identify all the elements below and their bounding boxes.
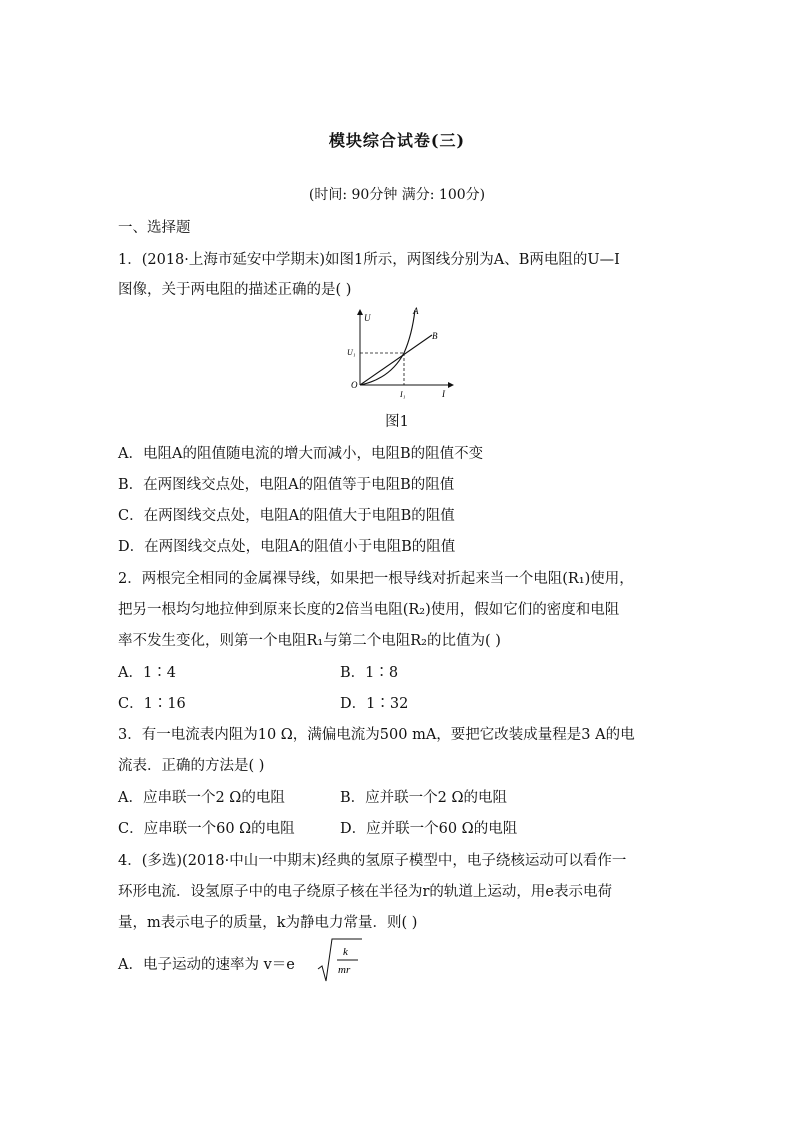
curve-b-label: B [432, 331, 438, 341]
q3-option-a: A．应串联一个2 Ω的电阻 [118, 790, 285, 806]
q2-line1: 2．两根完全相同的金属裸导线，如果把一根导线对折起来当一个电阻(R₁)使用， [118, 571, 634, 587]
u1-label: U₁ [347, 348, 356, 357]
q3-option-b: B．应并联一个2 Ω的电阻 [340, 790, 508, 806]
q4-option-a: A．电子运动的速率为 v＝e [118, 957, 295, 973]
page-title: 模块综合试卷(三) [328, 131, 466, 150]
q1-option-b: B．在两图线交点处，电阻A的阻值等于电阻B的阻值 [118, 477, 455, 493]
q3-line1: 3．有一电流表内阻为10 Ω，满偏电流为500 mA，要把它改装成量程是3 A的电 [118, 727, 635, 743]
q3-option-c: C．应串联一个60 Ω的电阻 [118, 821, 295, 837]
ui-graph-figure [340, 305, 460, 405]
q1-line2: 图像，关于两电阻的描述正确的是( ) [118, 282, 352, 298]
origin-label: O [351, 380, 358, 390]
sqrt-expression [316, 935, 366, 985]
q4-line2: 环形电流．设氢原子中的电子绕原子核在半径为r的轨道上运动，用e表示电荷 [118, 884, 613, 900]
figure-caption: 图1 [385, 414, 409, 430]
q1-option-d: D．在两图线交点处，电阻A的阻值小于电阻B的阻值 [118, 539, 456, 555]
q2-option-b: B．1∶8 [340, 665, 399, 681]
sqrt-numerator: k [343, 946, 348, 958]
q2-option-a: A．1∶4 [118, 665, 176, 681]
sqrt-denominator: mr [338, 964, 351, 976]
q4-line3: 量，m表示电子的质量，k为静电力常量．则( ) [118, 915, 418, 931]
q1-line1: 1．(2018·上海市延安中学期末)如图1所示，两图线分别为A、B两电阻的U—I [118, 252, 620, 268]
axis-u-label: U [364, 313, 371, 323]
curve-a-label: A [413, 306, 419, 316]
q4-line1: 4．(多选)(2018·中山一中期末)经典的氢原子模型中，电子绕核运动可以看作一 [118, 853, 627, 869]
q2-option-d: D．1∶32 [340, 696, 409, 712]
q2-line3: 率不发生变化，则第一个电阻R₁与第二个电阻R₂的比值为( ) [118, 633, 501, 649]
q3-line2: 流表．正确的方法是( ) [118, 758, 265, 774]
q2-option-c: C．1∶16 [118, 696, 186, 712]
axis-i-label: I [442, 389, 445, 399]
section-heading: 一、选择题 [118, 220, 191, 236]
curve-b [360, 335, 432, 385]
q3-option-d: D．应并联一个60 Ω的电阻 [340, 821, 518, 837]
q2-line2: 把另一根均匀地拉伸到原来长度的2倍当电阻(R₂)使用，假如它们的密度和电阻 [118, 602, 620, 618]
exam-meta: (时间: 90分钟 满分: 100分) [308, 187, 486, 203]
i1-label: I₁ [400, 390, 406, 399]
q1-option-c: C．在两图线交点处，电阻A的阻值大于电阻B的阻值 [118, 508, 455, 524]
q1-option-a: A．电阻A的阻值随电流的增大而减小，电阻B的阻值不变 [118, 446, 484, 462]
